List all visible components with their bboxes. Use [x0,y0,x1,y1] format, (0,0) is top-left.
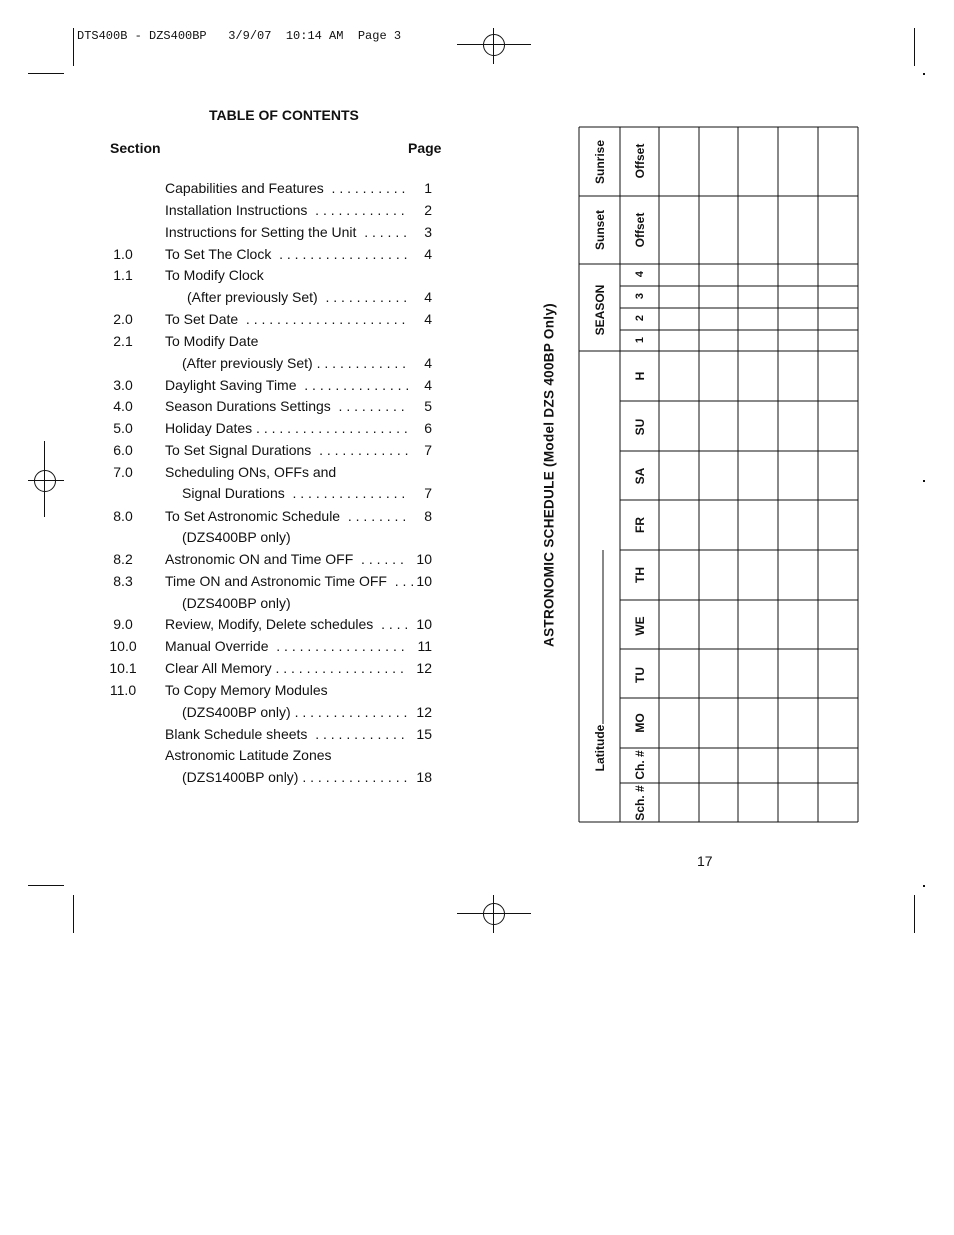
toc-entry-label: (DZS400BP only) . . . . . . . . . . . . . . . [182,704,408,720]
toc-entry-page: 15 [416,726,432,742]
toc-entry-page: 4 [424,289,432,305]
toc-entry-number: 1.0 [113,246,133,262]
toc-entry-label: (DZS1400BP only) . . . . . . . . . . . . . . [182,769,408,785]
toc-entry-page: 10 [416,551,432,567]
day-label-su: SU [633,418,647,436]
day-label-tu: TU [633,667,647,683]
season-number: 1 [634,336,646,344]
sunset-label: Sunset [593,209,607,251]
toc-entry-page: 10 [416,573,432,589]
toc-entry-label: Blank Schedule sheets . . . . . . . . . . . . [165,726,405,742]
toc-entry-label: To Modify Date [165,333,259,349]
day-label-h: H [633,371,647,381]
toc-entry-page: 6 [424,420,432,436]
page-heading: Page [408,140,442,156]
season-number: 2 [634,314,646,322]
sunrise-label: Sunrise [593,139,607,185]
page-number: 17 [697,853,713,869]
toc-entry-label: (After previously Set) . . . . . . . . . . . [187,289,408,305]
toc-entry-number: 2.0 [113,311,133,327]
toc-entry-page: 10 [416,616,432,632]
toc-entry-page: 1 [424,180,432,196]
toc-entry-number: 1.1 [113,267,133,283]
toc-entry-label: Daylight Saving Time . . . . . . . . . . . . . . [165,377,410,393]
channel-number-label: Ch. # [633,750,647,780]
toc-entry-label: Time ON and Astronomic Time OFF . . . [165,573,415,589]
toc-entry-label: Capabilities and Features . . . . . . . . . . [165,180,406,196]
toc-entry-label: Holiday Dates . . . . . . . . . . . . . . . . . . . . [165,420,408,436]
day-label-sa: SA [633,467,647,485]
toc-entry-page: 12 [416,660,432,676]
toc-entry-label: (DZS400BP only) [182,595,291,611]
toc-title: TABLE OF CONTENTS [209,107,359,123]
toc-entry-number: 8.0 [113,508,133,524]
toc-entry-label: To Set Signal Durations . . . . . . . . . . . . [165,442,409,458]
toc-entry-page: 7 [424,442,432,458]
schedule-title: ASTRONOMIC SCHEDULE (Model DZS 400BP Only) [541,303,557,647]
toc-entry-number: 6.0 [113,442,133,458]
toc-entry-label: Clear All Memory . . . . . . . . . . . . . . . . . [165,660,404,676]
toc-entry-number: 9.0 [113,616,133,632]
toc-entry-label: Astronomic ON and Time OFF . . . . . . [165,551,404,567]
toc-entry-number: 8.2 [113,551,133,567]
toc-entry-number: 4.0 [113,398,133,414]
toc-entry-page: 7 [424,485,432,501]
toc-entry-number: 8.3 [113,573,133,589]
toc-entry-label: To Set Date . . . . . . . . . . . . . . . . . . . . . [165,311,406,327]
toc-entry-number: 7.0 [113,464,133,480]
toc-entry-label: Review, Modify, Delete schedules . . . . [165,616,409,632]
toc-entry-number: 3.0 [113,377,133,393]
day-label-mo: MO [633,713,647,733]
toc-entry-label: To Copy Memory Modules [165,682,328,698]
toc-entry-page: 8 [424,508,432,524]
toc-entry-number: 10.1 [109,660,137,676]
toc-entry-page: 5 [424,398,432,414]
printer-slug: DTS400B - DZS400BP 3/9/07 10:14 AM Page 3 [77,29,402,43]
day-label-fr: FR [633,517,647,533]
toc-entry-label: To Set Astronomic Schedule . . . . . . . . [165,508,407,524]
toc-entry-label: (After previously Set) . . . . . . . . . . . . [182,355,407,371]
toc-entry-number: 11.0 [109,682,137,698]
toc-entry-label: Installation Instructions . . . . . . . . . . . . [165,202,405,218]
toc-entry-label: Signal Durations . . . . . . . . . . . . . . . [182,485,406,501]
toc-entry-label: To Modify Clock [165,267,264,283]
day-label-th: TH [633,567,647,583]
latitude-label: Latitude [593,724,607,772]
toc-entry-page: 2 [424,202,432,218]
section-heading: Section [110,140,161,156]
toc-entry-page: 18 [416,769,432,785]
toc-entry-page: 3 [424,224,432,240]
toc-entry-page: 4 [424,246,432,262]
sunrise-offset-label: Offset [633,143,647,179]
toc-entry-number: 5.0 [113,420,133,436]
toc-entry-label: Instructions for Setting the Unit . . . . . . [165,224,407,240]
sunset-offset-label: Offset [633,212,647,248]
toc-entry-page: 4 [424,311,432,327]
toc-entry-number: 2.1 [113,333,133,349]
toc-entry-label: Season Durations Settings . . . . . . . . . [165,398,405,414]
toc-entry-page: 4 [424,377,432,393]
toc-entry-label: (DZS400BP only) [182,529,291,545]
toc-entry-label: Astronomic Latitude Zones [165,747,332,763]
day-label-we: WE [633,616,647,636]
toc-entry-page: 4 [424,355,432,371]
season-number: 3 [634,292,646,300]
toc-entry-page: 11 [417,638,432,654]
toc-entry-label: To Set The Clock . . . . . . . . . . . . . . . . . [165,246,408,262]
toc-entry-number: 10.0 [109,638,137,654]
toc-entry-label: Manual Override . . . . . . . . . . . . . . . . . [165,638,405,654]
toc-entry-label: Scheduling ONs, OFFs and [165,464,337,480]
toc-entry-page: 12 [416,704,432,720]
season-label: SEASON [593,284,607,336]
schedule-number-label: Sch. # [633,785,647,821]
season-number: 4 [634,270,646,278]
